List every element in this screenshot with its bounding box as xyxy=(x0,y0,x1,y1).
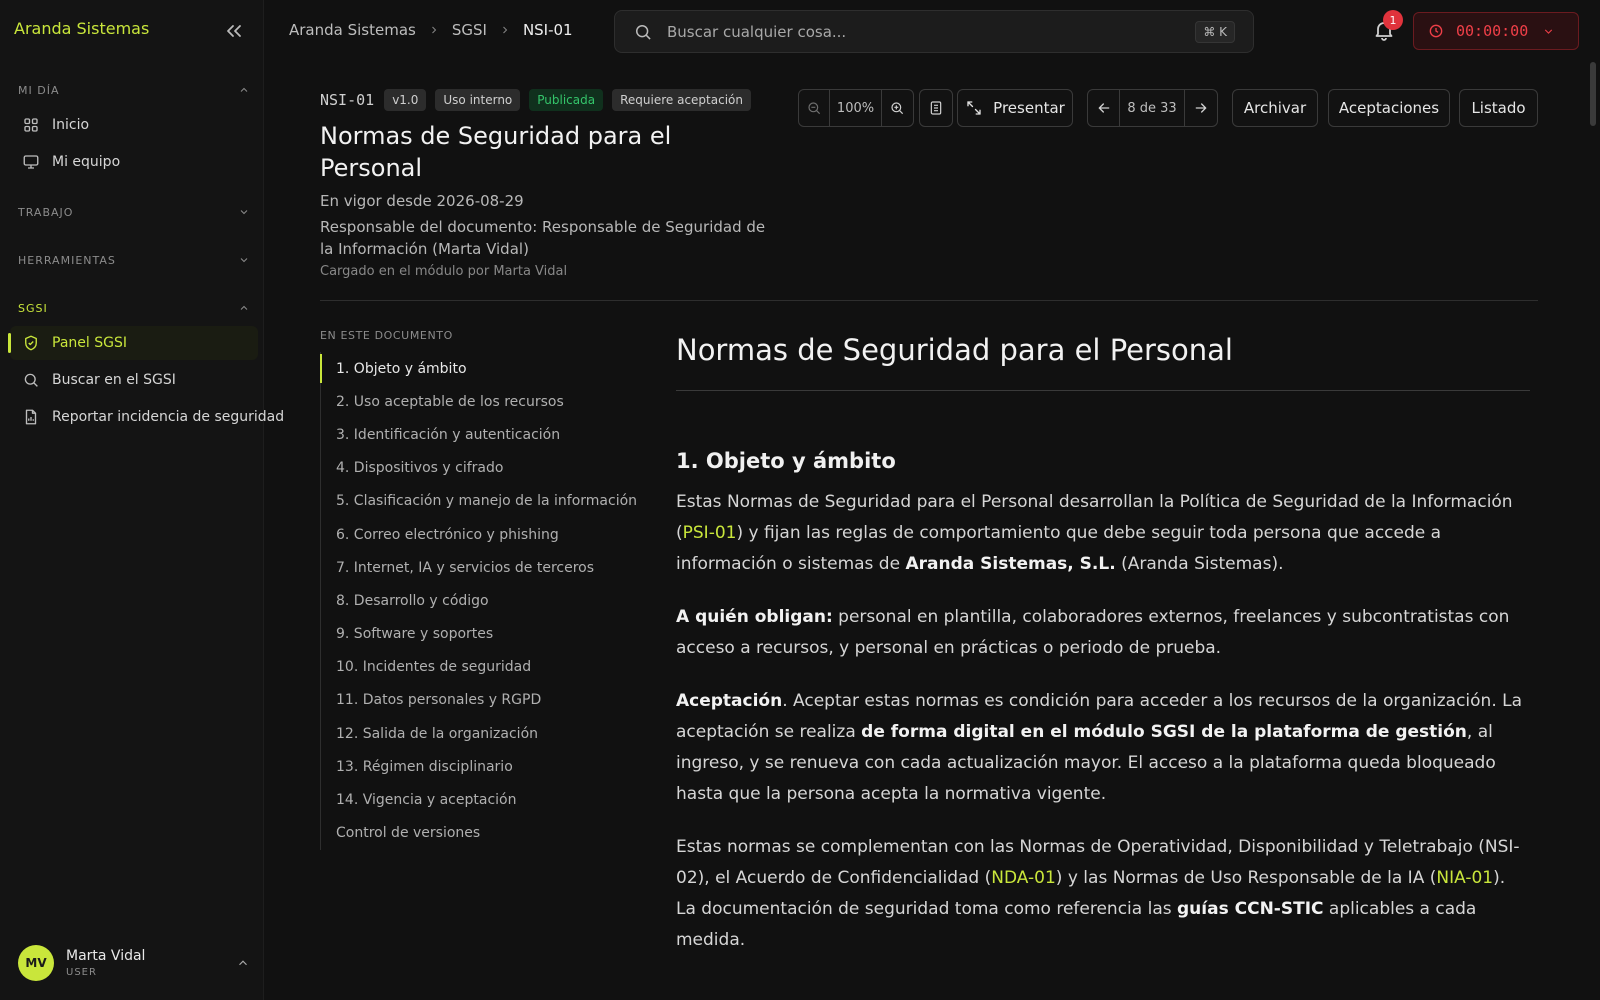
paragraph: Aceptación. Aceptar estas normas es condición para acceder a los recursos de la organización. La aceptación se realiza de forma digital en el módulo SGSI de la plataforma de gestión, al ingreso, y se renueva con cada actualización mayor. El acceso a la plataforma queda bloqueado hasta que la persona acepta la normativa vigente. xyxy=(676,691,1523,804)
status-badge: Publicada xyxy=(529,89,603,111)
toc-item[interactable]: 9. Software y soportes xyxy=(336,626,494,643)
global-search[interactable] xyxy=(614,10,1254,53)
arrow-right-icon[interactable] xyxy=(1185,90,1217,126)
breadcrumb xyxy=(289,21,573,39)
search-icon xyxy=(633,22,653,42)
toc-item[interactable]: 12. Salida de la organización xyxy=(336,725,539,742)
chevron-down-icon xyxy=(1542,25,1555,38)
chevron-up-icon xyxy=(236,956,250,970)
zoom-level: 100% xyxy=(830,90,881,126)
list-button[interactable]: Listado xyxy=(1459,89,1538,127)
table-of-contents xyxy=(320,352,640,850)
psi-01-link[interactable]: PSI-01 xyxy=(682,523,737,543)
chevron-right-icon xyxy=(428,24,440,36)
zoom-in-icon[interactable] xyxy=(882,90,913,126)
section-sgsi[interactable]: SGSI xyxy=(18,298,250,318)
section-heading: 1. Objeto y ámbito xyxy=(676,449,896,473)
toc-item[interactable]: 11. Datos personales y RGPD xyxy=(336,692,542,709)
clock-icon xyxy=(1428,23,1444,39)
paragraph: Estas Normas de Seguridad para el Personal desarrollan la Política de Seguridad de la Información (PSI-01) y fijan las reglas de comportamiento que debe seguir toda persona que accede a información o sistemas de Aranda Sistemas, S.L. (Aranda Sistemas). xyxy=(676,492,1513,574)
document-owner: Responsable del documento: Responsable de Seguridad de la Información (Marta Vidal) xyxy=(320,218,766,258)
grid-icon xyxy=(22,116,40,134)
divider xyxy=(320,300,1538,301)
chevron-up-icon xyxy=(238,302,250,314)
page-navigation xyxy=(1087,89,1218,127)
section-herramientas[interactable]: HERRAMIENTAS xyxy=(18,250,250,270)
section-mi-dia[interactable]: MI DÍA xyxy=(18,80,250,100)
zoom-controls xyxy=(798,89,914,127)
section-trabajo[interactable]: TRABAJO xyxy=(18,202,250,222)
file-report-icon xyxy=(22,408,40,426)
acceptance-badge: Requiere aceptación xyxy=(612,89,751,111)
expand-icon xyxy=(965,99,983,117)
toc-item[interactable]: 4. Dispositivos y cifrado xyxy=(336,460,504,477)
user-role: USER xyxy=(66,967,97,978)
chevron-down-icon xyxy=(238,206,250,218)
breadcrumb-item[interactable]: Aranda Sistemas xyxy=(289,21,416,39)
sidebar-item-reportar-incidencia[interactable]: Reportar incidencia de seguridad xyxy=(10,400,258,434)
acceptances-button[interactable]: Aceptaciones xyxy=(1328,89,1450,127)
chevron-right-icon xyxy=(499,24,511,36)
page-indicator: 8 de 33 xyxy=(1120,90,1185,126)
toc-item[interactable]: 2. Uso aceptable de los recursos xyxy=(336,393,564,410)
loaded-by: Cargado en el módulo por Marta Vidal xyxy=(320,264,568,279)
toc-item[interactable]: 5. Clasificación y manejo de la información xyxy=(336,493,638,510)
collapse-sidebar-icon[interactable] xyxy=(222,19,246,43)
document-code: NSI-01 xyxy=(320,91,375,109)
toc-item[interactable]: 7. Internet, IA y servicios de terceros xyxy=(336,559,595,576)
present-button[interactable]: Presentar xyxy=(957,89,1073,127)
breadcrumb-current: NSI-01 xyxy=(522,21,573,39)
toc-item[interactable]: 3. Identificación y autenticación xyxy=(336,426,561,443)
version-badge: v1.0 xyxy=(384,89,426,111)
effective-date: En vigor desde 2026-08-29 xyxy=(320,192,524,210)
toc-item[interactable]: 10. Incidentes de seguridad xyxy=(336,659,532,676)
zoom-out-icon[interactable] xyxy=(799,90,830,126)
avatar: MV xyxy=(18,945,54,981)
document-view-icon[interactable] xyxy=(920,90,952,126)
content-title: Normas de Seguridad para el Personal xyxy=(676,330,1530,391)
search-shortcut: ⌘ K xyxy=(1195,21,1235,43)
sidebar-item-inicio[interactable]: Inicio xyxy=(10,108,258,142)
nia-01-link[interactable]: NIA-01 xyxy=(1436,868,1494,888)
classification-badge: Uso interno xyxy=(435,89,520,111)
toc-title: EN ESTE DOCUMENTO xyxy=(320,329,453,342)
search-icon xyxy=(22,371,40,389)
sidebar-item-mi-equipo[interactable]: Mi equipo xyxy=(10,145,258,179)
toc-item[interactable]: Control de versiones xyxy=(336,825,481,842)
page-title: Normas de Seguridad para el Personal xyxy=(320,122,672,182)
archive-button[interactable]: Archivar xyxy=(1232,89,1318,127)
paragraph: A quién obligan: personal en plantilla, colaboradores externos, freelances y subcontratistas con acceso a recursos, y personal en prácticas o periodo de prueba. xyxy=(676,607,1510,658)
user-name: Marta Vidal xyxy=(66,948,146,964)
arrow-left-icon[interactable] xyxy=(1088,90,1120,126)
scrollbar[interactable] xyxy=(1590,62,1596,126)
document-header xyxy=(320,88,790,279)
document-content xyxy=(676,330,1530,956)
breadcrumb-item[interactable]: SGSI xyxy=(451,21,487,39)
user-menu[interactable] xyxy=(18,944,250,982)
toc-item[interactable]: 1. Objeto y ámbito xyxy=(321,352,640,385)
monitor-icon xyxy=(22,153,40,171)
page-view-toggle[interactable] xyxy=(919,89,953,127)
sidebar-item-panel-sgsi[interactable]: Panel SGSI xyxy=(10,326,258,360)
sidebar-item-buscar-sgsi[interactable]: Buscar en el SGSI xyxy=(10,363,258,397)
paragraph: Estas normas se complementan con las Normas de Operatividad, Disponibilidad y Teletrabajo (NSI-02), el Acuerdo de Confidencialidad (NDA-01) y las Normas de Uso Responsable de la IA (NIA-01). La documentación de seguridad toma como referencia las guías CCN-STIC aplicables a cada medida. xyxy=(676,837,1520,950)
sidebar xyxy=(0,0,285,1000)
toc-item[interactable]: 8. Desarrollo y código xyxy=(336,592,489,609)
toc-item[interactable]: 13. Régimen disciplinario xyxy=(336,758,513,775)
chevron-down-icon xyxy=(238,254,250,266)
notification-badge: 1 xyxy=(1383,10,1403,30)
timer-value: 00:00:00 xyxy=(1456,22,1529,40)
toc-item[interactable]: 6. Correo electrónico y phishing xyxy=(336,526,559,543)
brand-name[interactable]: Aranda Sistemas xyxy=(14,19,150,38)
timer-button[interactable] xyxy=(1413,12,1579,50)
chevron-up-icon xyxy=(238,84,250,96)
nda-01-link[interactable]: NDA-01 xyxy=(991,868,1056,888)
toc-item[interactable]: 14. Vigencia y aceptación xyxy=(336,792,517,809)
search-input[interactable] xyxy=(667,23,1195,41)
shield-check-icon xyxy=(22,334,40,352)
